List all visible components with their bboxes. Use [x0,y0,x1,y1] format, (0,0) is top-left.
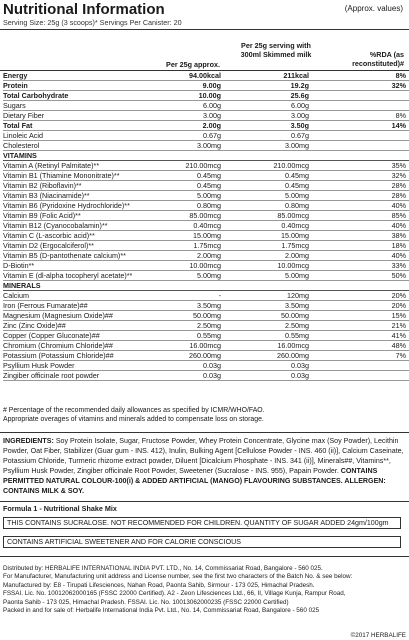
nutrient-value: 10.00mcg [189,261,221,270]
nutrient-value: 3.50mg [197,301,221,310]
nutrient-value: 0.40mcg [281,221,309,230]
nutrient-row [3,341,409,351]
nutrient-value: 15.00mg [281,231,309,240]
copyright: ©2017 HERBALIFE [350,632,406,639]
nutrient-name: Zinc (Zinc Oxide)## [3,321,66,330]
nutrient-name: Potassium (Potassium Chloride)## [3,351,114,360]
nutrient-name: Protein [3,81,28,90]
nutrient-name: Energy [3,71,28,80]
nutrient-value: 40% [391,221,406,230]
nutrient-row [3,261,409,271]
nutrient-value: 85.00mcg [189,211,221,220]
distribution-line: For Manufacturer, Manufacturing unit address and License number, see the first two characters of the Batch No. & see below: [3,573,353,581]
nutrient-value: 120mg [287,291,309,300]
sucralose-warning: THIS CONTAINS SUCRALOSE. NOT RECOMMENDED FOR CHILDREN. QUANTITY OF SUGAR ADDED 24gm/100gm [3,517,401,529]
nutrient-value: 28% [391,181,406,190]
nutrient-value: 20% [391,301,406,310]
nutrient-value: 3.00g [203,111,221,120]
nutrient-value: 94.00kcal [189,71,221,80]
nutrient-row [3,211,409,221]
nutrient-value: 0.45mg [197,181,221,190]
nutrient-name: Total Carbohydrate [3,91,69,100]
nutrient-value: 15% [391,311,406,320]
nutrient-value: 10.00mcg [277,261,309,270]
distribution-line: FSSAI. Lic. No. 10012062000165 (FSSC 22000 Certified). A2 - Zeon Lifesciences Ltd., 66, II, Village Kunja, Rampur Road, [3,590,346,598]
nutrient-row [3,311,409,321]
column-header-per25g: Per 25g approx. [166,60,220,69]
nutrient-value: 6.00g [291,101,309,110]
nutrient-row [3,331,409,341]
nutrient-value: 0.55mg [285,331,309,340]
nutrient-value: 0.80mg [197,201,221,210]
nutrient-value: 5.00mg [285,191,309,200]
nutrient-row [3,121,409,131]
nutrient-value: 20% [391,291,406,300]
nutrient-row [3,101,409,111]
nutrient-row [3,81,409,91]
nutrient-value: 33% [391,261,406,270]
nutrient-value: 260.00mg [189,351,221,360]
footnotes [3,406,406,424]
nutrient-value: 260.00mg [277,351,309,360]
nutrient-row [3,181,409,191]
nutrient-value: 5.00mg [285,271,309,280]
nutrient-value: 0.40mcg [193,221,221,230]
nutrient-name: Vitamin D2 (Ergocalciferol)** [3,241,94,250]
nutrient-row [3,201,409,211]
nutrient-value: 2.00mg [285,251,309,260]
nutrient-value: 0.45mg [285,171,309,180]
nutrient-value [309,91,409,101]
nutrient-value: 0.45mg [285,181,309,190]
nutrient-value: 41% [391,331,406,340]
nutrient-value [309,141,409,151]
nutrient-name: Vitamin B5 (D-pantothenate calcium)** [3,251,126,260]
nutrient-value: 14% [391,121,406,130]
nutrient-row [3,191,409,201]
nutrient-value: 0.80mg [285,201,309,210]
nutrient-value: 40% [391,201,406,210]
nutrient-name: Vitamin B3 (Niacinamide)** [3,191,90,200]
nutrient-row [3,91,409,101]
nutrient-value: 10.00g [198,91,221,100]
nutrient-value [309,151,409,161]
nutrient-row [3,111,409,121]
nutrient-value: 50.00mg [281,311,309,320]
nutrient-row [3,171,409,181]
column-header-rda: %RDA (as reconstituted)# [352,50,404,68]
nutrient-name: Linoleic Acid [3,131,43,140]
nutrient-value: 38% [391,231,406,240]
nutrient-value: 85.00mcg [277,211,309,220]
nutrient-value: 16.00mcg [189,341,221,350]
nutrient-value [151,281,221,291]
nutrient-name: Vitamin B12 (Cyanocobalamin)** [3,221,108,230]
formula-title: Formula 1 - Nutritional Shake Mix [3,504,117,513]
divider [0,432,409,433]
nutrient-value: 40% [391,251,406,260]
nutrient-value: 28% [391,191,406,200]
nutrient-value: 0.45mg [197,171,221,180]
nutrient-value: 16.00mcg [277,341,309,350]
nutrient-value: 7% [395,351,406,360]
nutrient-value [221,281,309,291]
nutrient-value: 32% [391,171,406,180]
nutrient-value [151,151,221,161]
nutrient-value: 8% [395,71,406,80]
nutrient-row [3,251,409,261]
nutrient-value [309,371,409,381]
nutrient-value [309,101,409,111]
nutrient-value: 0.03g [203,361,221,370]
nutrient-value: 5.00mg [197,271,221,280]
footnote-line: # Percentage of the recommended daily allowances as specified by ICMR/WHO/FAO. [3,407,265,414]
nutrient-row [3,271,409,281]
nutrient-value: 35% [391,161,406,170]
nutrient-value: 3.00mg [197,141,221,150]
nutrient-value: 19.2g [290,81,309,90]
nutrient-value [221,151,309,161]
nutrient-value: 3.00g [291,111,309,120]
serving-info: Serving Size: 25g (3 scoops)* Servings Per Canister: 20 [3,18,182,27]
nutrient-value [309,361,409,371]
nutrient-name: Dietary Fiber [3,111,45,120]
nutrient-row [3,361,409,371]
nutrient-value [309,131,409,141]
nutrient-value: 8% [395,111,406,120]
divider [0,501,409,502]
nutrient-name: Total Fat [3,121,33,130]
nutrient-value: 2.00mg [197,251,221,260]
nutrient-name: MINERALS [3,281,151,291]
nutrient-row [3,241,409,251]
nutrient-value: 3.50g [290,121,309,130]
nutrient-name: D-Biotin** [3,261,35,270]
nutrient-row [3,321,409,331]
nutrient-name: Copper (Copper Gluconate)## [3,331,100,340]
nutrient-value: 3.00mg [285,141,309,150]
nutrient-value: - [218,291,221,300]
nutrient-value: 3.50mg [285,301,309,310]
page-title: Nutritional Information [3,1,165,18]
nutrition-table [3,71,409,381]
nutrient-value: 21% [391,321,406,330]
nutrient-value: 2.00g [202,121,221,130]
nutrient-value [309,281,409,291]
nutrient-value: 6.00g [203,101,221,110]
nutrient-name: Chromium (Chromium Chloride)## [3,341,113,350]
nutrient-value: 2.50mg [285,321,309,330]
nutrient-row [3,131,409,141]
nutrient-name: Psyllium Husk Powder [3,361,75,370]
nutrient-value: 1.75mcg [281,241,309,250]
column-header-milk: Per 25g serving with 300ml Skimmed milk [240,41,312,59]
nutrient-value: 15.00mg [193,231,221,240]
nutrient-value: 211kcal [283,71,309,80]
distribution-info [3,565,406,615]
nutrient-name: Iron (Ferrous Fumarate)## [3,301,88,310]
nutrient-row [3,231,409,241]
nutrient-row [3,71,409,81]
nutrient-value: 48% [391,341,406,350]
nutrient-name: Vitamin A (Retinyl Palmitate)** [3,161,100,170]
distribution-line: Packed in and for sale of: Herbalife International India Pvt. Ltd., No. 14, Commissariat Road, Bangalore - 560 025 [3,607,320,615]
sweetener-warning: CONTAINS ARTIFICIAL SWEETENER AND FOR CALORIE CONSCIOUS [3,536,401,548]
distribution-line: Distributed by: HERBALIFE INTERNATIONAL INDIA PVT. LTD., No. 14, Commissariat Road, Bangalore - 560 025. [3,565,323,572]
distribution-line: Manufactured by: E8 - Tirupati Lifesciences, Nahan Road, Paonta Sahib, Sirmour - 173 025, Himachal Pradesh. [3,581,315,589]
nutrient-row [3,161,409,171]
nutrient-value: 50% [391,271,406,280]
ingredients-label: INGREDIENTS: [3,437,54,445]
footnote-line: Appropriate overages of vitamins and minerals added to compensate loss on storage. [3,416,264,423]
nutrient-name: VITAMINS [3,151,151,161]
nutrient-name: Sugars [3,101,26,110]
nutrient-value: 1.75mcg [193,241,221,250]
nutrient-value: 5.00mg [197,191,221,200]
nutrient-value: 210.00mcg [273,161,309,170]
nutrient-name: Calcium [3,291,29,300]
nutrient-name: Vitamin C (L-ascorbic acid)** [3,231,95,240]
section-header-row [3,281,409,291]
nutrient-value: 50.00mg [193,311,221,320]
nutrient-value: 210.00mcg [185,161,221,170]
nutrient-row [3,141,409,151]
ingredients-allergen: CONTAINS PERMITTED NATURAL COLOUR-100(i) & ADDED ARTIFICIAL (MANGO) FLAVOURING SUBSTANCES. ALLERGEN: CONTAINS MILK & SOY. [3,467,386,495]
nutrient-row [3,301,409,311]
nutrient-row [3,371,409,381]
nutrient-value: 0.03g [291,371,309,380]
nutrient-value: 0.67g [291,131,309,140]
nutrient-value: 0.67g [203,131,221,140]
nutrient-name: Magnesium (Magnesium Oxide)## [3,311,113,320]
nutrient-value: 85% [391,211,406,220]
nutrient-name: Vitamin B1 (Thiamine Mononitrate)** [3,171,120,180]
nutrient-value: 0.03g [203,371,221,380]
nutrient-value: 25.6g [290,91,309,100]
nutrient-value: 0.03g [291,361,309,370]
nutrient-row [3,351,409,361]
nutrient-value: 9.00g [202,81,221,90]
nutrient-value: 0.55mg [197,331,221,340]
divider [0,556,409,557]
ingredients-block [3,436,404,496]
nutrient-name: Cholesterol [3,141,40,150]
divider [0,29,409,30]
nutrient-name: Vitamin B6 (Pyridoxine Hydrochloride)** [3,201,130,210]
nutrient-value: 32% [391,81,406,90]
nutrient-name: Vitamin E (dl-alpha tocopheryl acetate)** [3,271,133,280]
ingredients-text: Soy Protein Isolate, Sugar, Fructose Powder, Whey Protein Concentrate, Glycine max (Soy Powder), Lecithin Powder, Oat Fiber, Stabilizer (Guar gum - INS. 412), Inulin, Bulking Agent [Cellulose Powder - INS. 460 (ii)], Calcium Caseinate, Potassium Chloride, Turmeric rhizome extract powder, Diluent [Dicalcium Phosphate - INS. 341 (ii)], Minerals##, Vitamins**, Psyllium Husk Powder, Zingiber officinale Root Powder, Sweetener (Sucralose - INS. 955), Papain Powder. [3,437,404,475]
section-header-row [3,151,409,161]
nutrient-row [3,221,409,231]
approx-note: (Approx. values) [344,4,403,13]
nutrient-name: Vitamin B2 (Riboflavin)** [3,181,82,190]
distribution-line: Paonta Sahib - 173 025, Himachal Pradesh. FSSAI. Lic. No. 10013062000235 (FSSC 22000 Certified) [3,598,289,606]
nutrient-value: 2.50mg [197,321,221,330]
nutrient-name: Vitamin B9 (Folic Acid)** [3,211,81,220]
nutrient-name: Zingiber officinale root powder [3,371,100,380]
nutrient-value: 18% [391,241,406,250]
nutrient-row [3,291,409,301]
